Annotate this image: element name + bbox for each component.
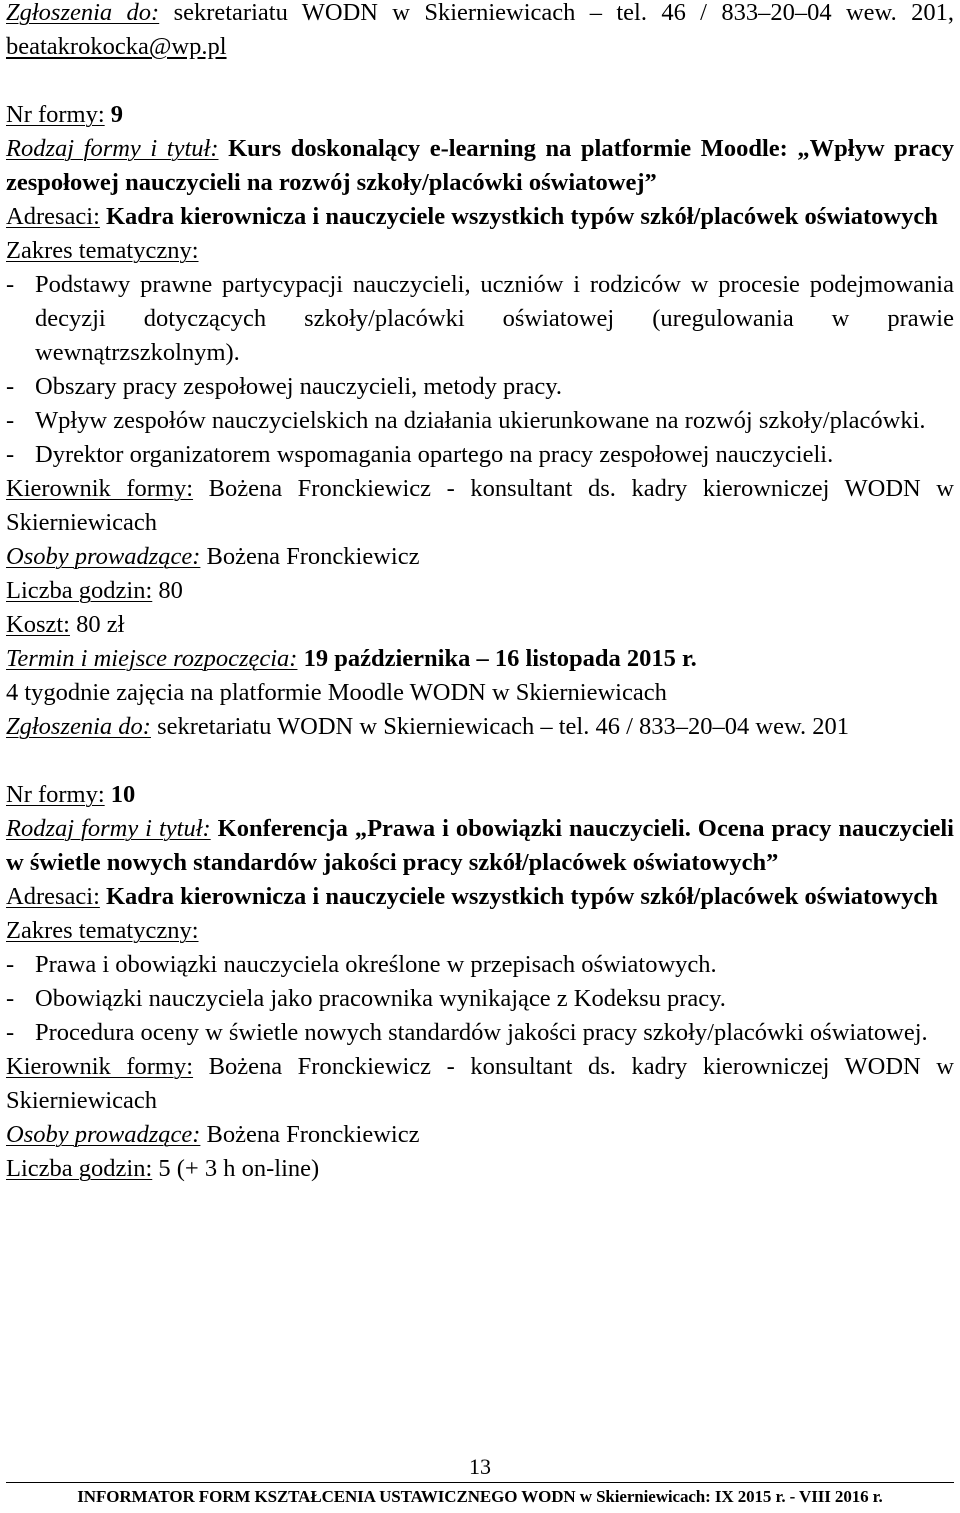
page-footer: [6, 1482, 954, 1511]
registration-value: sekretariatu WODN w Skierniewicach – tel. 46 / 833–20–04 wew. 201: [157, 713, 850, 740]
form-10-section: [6, 778, 954, 1186]
list-item: - Procedura oceny w świetle nowych standardów jakości pracy szkoły/placówki oświatowej.: [6, 1019, 928, 1046]
form-number-value: 9: [110, 101, 124, 128]
list-item-text: Prawa i obowiązki nauczyciela określone w przepisach oświatowych.: [35, 951, 717, 978]
list-item: - Obowiązki nauczyciela jako pracownika wynikające z Kodeksu pracy.: [6, 985, 726, 1012]
registration-info-top: [6, 0, 954, 64]
registration-value: sekretariatu WODN w Skierniewicach – tel. 46 / 833–20–04 wew. 201,: [173, 0, 954, 26]
hours-value: 5 (+ 3 h on-line): [158, 1155, 320, 1182]
instructors-label: Osoby prowadzące:: [6, 543, 201, 570]
form-manager: [6, 1050, 954, 1118]
email-link[interactable]: beatakrokocka@wp.pl: [6, 33, 227, 60]
registration-info: [6, 710, 954, 744]
form-number: [6, 778, 954, 812]
instructors: [6, 540, 954, 574]
instructors-value: Bożena Fronckiewicz: [206, 1121, 420, 1148]
form-number-label: Nr formy:: [6, 101, 105, 128]
topics-list: [6, 268, 954, 472]
cost-label: Koszt:: [6, 611, 70, 638]
footer-text: INFORMATOR FORM KSZTAŁCENIA USTAWICZNEGO WODN w Skierniewicach: IX 2015 r. - VIII 2016 r.: [77, 1487, 883, 1506]
start-date-label: Termin i miejsce rozpoczęcia:: [6, 645, 298, 672]
list-item: - Dyrektor organizatorem wspomagania opartego na pracy zespołowej nauczycieli.: [6, 441, 834, 468]
cost: [6, 608, 954, 642]
cost-value: 80 zł: [76, 611, 125, 638]
list-item: - Podstawy prawne partycypacji nauczycieli, uczniów i rodziców w procesie podejmowania decyzji dotyczących szkoły/placówki oświatowej (uregulowania w prawie wewnątrzszkolnym).: [6, 271, 954, 366]
instructors-label: Osoby prowadzące:: [6, 1121, 201, 1148]
form-number: [6, 98, 954, 132]
form-9-section: [6, 98, 954, 744]
form-number-value: 10: [110, 781, 136, 808]
list-item: - Wpływ zespołów nauczycielskich na działania ukierunkowane na rozwój szkoły/placówki.: [6, 407, 926, 434]
topics-heading: [6, 914, 954, 948]
addressees-value: Kadra kierownicza i nauczyciele wszystkich typów szkół/placówek oświatowych: [106, 203, 938, 230]
list-item: - Obszary pracy zespołowej nauczycieli, metody pracy.: [6, 373, 562, 400]
instructors: [6, 1118, 954, 1152]
form-type-label: Rodzaj formy i tytuł:: [6, 815, 211, 842]
form-manager-value: Bożena Fronckiewicz - konsultant ds. kadry kierowniczej WODN w Skierniewicach: [6, 475, 954, 536]
form-type-label: Rodzaj formy i tytuł:: [6, 135, 219, 162]
form-type-title: [6, 132, 954, 200]
form-manager-label: Kierownik formy:: [6, 475, 194, 502]
list-item-text: Obowiązki nauczyciela jako pracownika wynikające z Kodeksu pracy.: [35, 985, 726, 1012]
list-item-text: Obszary pracy zespołowej nauczycieli, metody pracy.: [35, 373, 562, 400]
list-item-text: Procedura oceny w świetle nowych standardów jakości pracy szkoły/placówki oświatowej.: [35, 1019, 928, 1046]
form-type-title: [6, 812, 954, 880]
hours: [6, 574, 954, 608]
start-date-value: 19 października – 16 listopada 2015 r.: [303, 645, 697, 672]
registration-label: Zgłoszenia do:: [6, 713, 151, 740]
addressees: [6, 880, 954, 914]
list-item: - Prawa i obowiązki nauczyciela określone w przepisach oświatowych.: [6, 951, 717, 978]
topics-label: Zakres tematyczny:: [6, 237, 199, 264]
addressees: [6, 200, 954, 234]
addressees-label: Adresaci:: [6, 883, 100, 910]
spacer: [6, 64, 954, 98]
hours-value: 80: [158, 577, 183, 604]
addressees-label: Adresaci:: [6, 203, 100, 230]
topics-label: Zakres tematyczny:: [6, 917, 199, 944]
form-manager: [6, 472, 954, 540]
list-item-text: Dyrektor organizatorem wspomagania opartego na pracy zespołowej nauczycieli.: [35, 441, 834, 468]
instructors-value: Bożena Fronckiewicz: [206, 543, 420, 570]
form-type-value: Kurs doskonalący e-learning na platformie Moodle: „Wpływ pracy zespołowej nauczycieli na rozwój szkoły/placówki oświatowej”: [6, 135, 954, 196]
document-page: [6, 0, 954, 1186]
registration-label: Zgłoszenia do:: [6, 0, 160, 26]
spacer: [6, 744, 954, 778]
hours: [6, 1152, 954, 1186]
page-number: 13: [469, 1454, 491, 1479]
form-manager-label: Kierownik formy:: [6, 1053, 194, 1080]
form-type-value: Konferencja „Prawa i obowiązki nauczycieli. Ocena pracy nauczycieli w świetle nowych standardów jakości pracy szkół/placówek oświatowych”: [6, 815, 954, 876]
form-manager-value: Bożena Fronckiewicz - konsultant ds. kadry kierowniczej WODN w Skierniewicach: [6, 1053, 954, 1114]
topics-heading: [6, 234, 954, 268]
place-value: 4 tygodnie zajęcia na platformie Moodle WODN w Skierniewicach: [6, 679, 667, 706]
start-date-place: [6, 642, 954, 676]
addressees-value: Kadra kierownicza i nauczyciele wszystkich typów szkół/placówek oświatowych: [106, 883, 938, 910]
topics-list: [6, 948, 954, 1050]
list-item-text: Podstawy prawne partycypacji nauczycieli, uczniów i rodziców w procesie podejmowania decyzji dotyczących szkoły/placówki oświatowej (uregulowania w prawie wewnątrzszkolnym).: [35, 271, 954, 366]
hours-label: Liczba godzin:: [6, 577, 153, 604]
list-item-text: Wpływ zespołów nauczycielskich na działania ukierunkowane na rozwój szkoły/placówki.: [35, 407, 926, 434]
hours-label: Liczba godzin:: [6, 1155, 153, 1182]
form-number-label: Nr formy:: [6, 781, 105, 808]
